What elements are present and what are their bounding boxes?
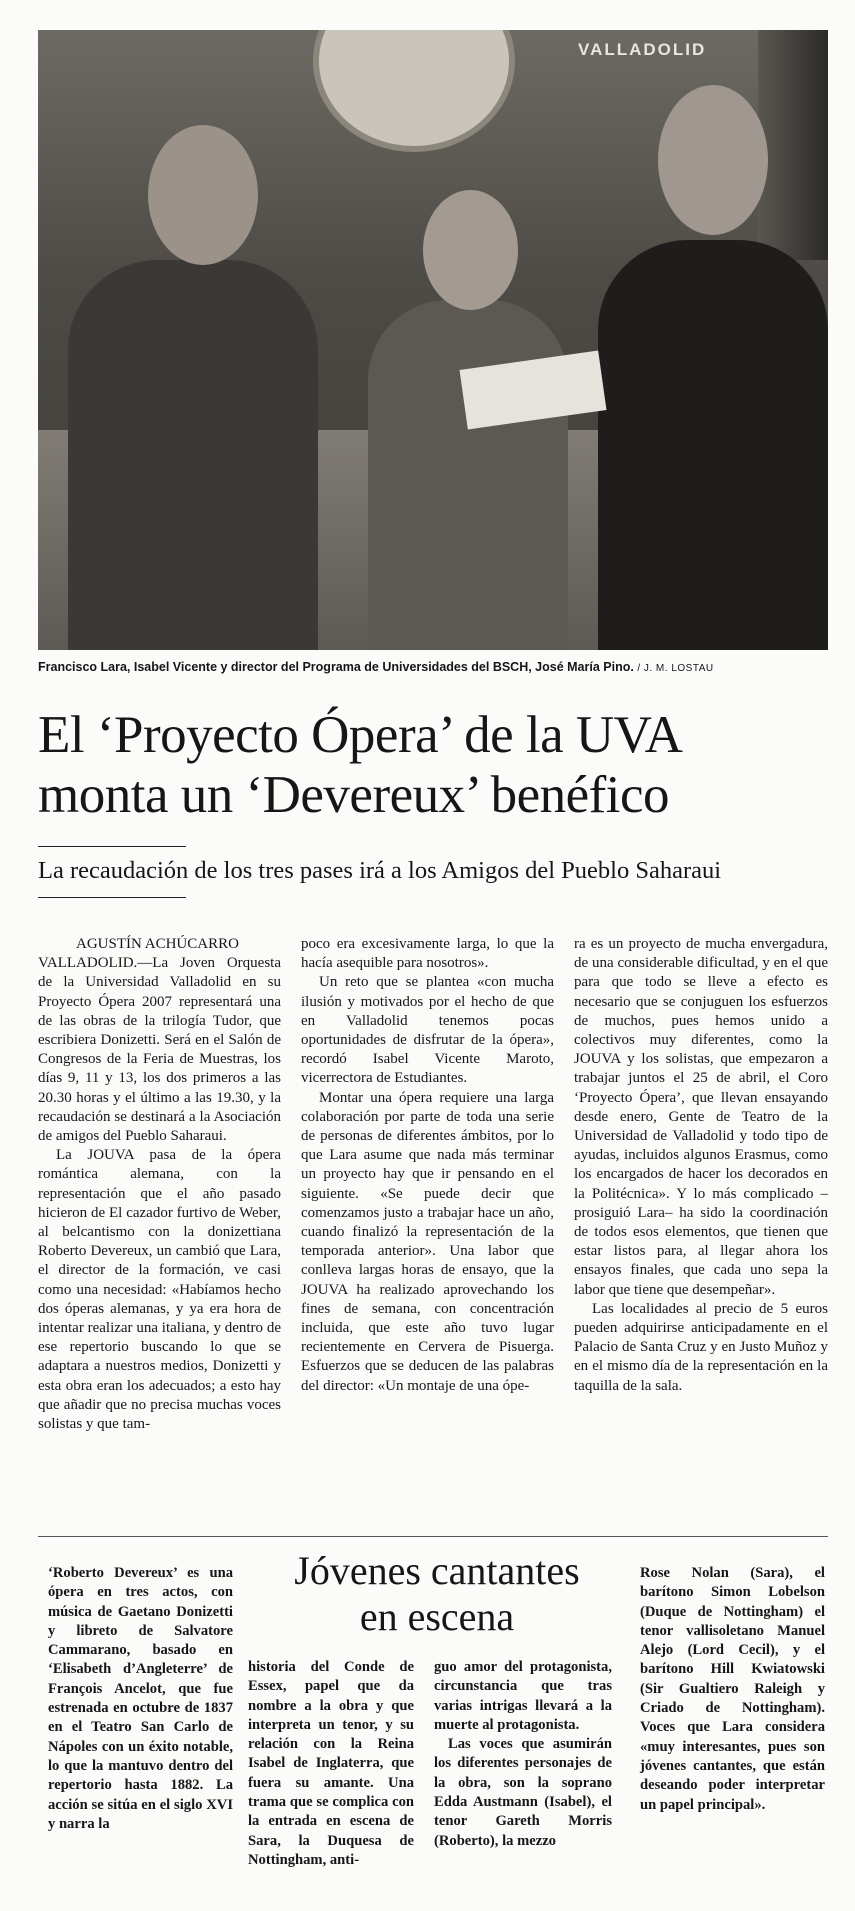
university-seal bbox=[313, 30, 515, 152]
sidebar-column-1 bbox=[48, 1564, 233, 1834]
photo-caption bbox=[38, 660, 838, 674]
divider bbox=[38, 897, 186, 898]
person-center-head bbox=[423, 190, 518, 310]
sidebar-column-2 bbox=[248, 1658, 414, 1870]
paragraph: Las voces que asumirán los diferentes personajes de la obra, son la soprano Edda Austmann (Isabel), el tenor Gareth Morris (Roberto), la mezzo bbox=[434, 1736, 612, 1849]
headline-line-1: El ‘Proyecto Ópera’ de la UVA bbox=[38, 706, 683, 764]
article-column-3 bbox=[574, 935, 828, 1396]
paragraph: Un reto que se plantea «con mucha ilusión y motivados por el hecho de que en Valladolid tenemos pocas oportunidades de disfrutar de la ópera», recordó Isabel Vicente Maroto, vicerrectora de Estudiantes. bbox=[301, 974, 554, 1087]
paragraph: poco era excesivamente larga, lo que la hacía asequible para nosotros». bbox=[301, 936, 554, 972]
article-column-1 bbox=[38, 935, 281, 1434]
paragraph: Las localidades al precio de 5 euros pueden adquirirse anticipadamente en el Palacio de Santa Cruz y en Justo Muñoz y en el mismo día de la representación en la taquilla de la sala. bbox=[574, 1300, 828, 1394]
sidebar-title-line-1: Jóvenes cantantes bbox=[294, 1548, 580, 1593]
photo-credit: / J. M. LOSTAU bbox=[637, 663, 714, 674]
sidebar-title-line-2: en escena bbox=[359, 1594, 515, 1639]
headline bbox=[38, 705, 838, 825]
byline: AGUSTÍN ACHÚCARRO bbox=[76, 936, 239, 952]
person-left bbox=[68, 260, 318, 650]
sidebar-column-3 bbox=[434, 1658, 612, 1851]
person-right bbox=[598, 240, 828, 650]
headline-line-2: monta un ‘Devereux’ benéfico bbox=[38, 766, 670, 824]
paragraph: historia del Conde de Essex, papel que da nombre a la obra y que interpreta un tenor, y su relación con la Reina Isabel de Inglaterra, que fuera su amante. Una trama que se complica con la entrada en escena de Sara, la Duquesa de Nottingham, anti- bbox=[248, 1659, 414, 1868]
caption-text: Francisco Lara, Isabel Vicente y director del Programa de Universidades del BSCH, José María Pino. bbox=[38, 660, 634, 674]
flag bbox=[758, 30, 828, 260]
news-photo bbox=[38, 30, 828, 650]
paragraph: ra es un proyecto de mucha envergadura, de una considerable dificultad, y en el que para que todo se lleve a efecto es necesario que se conjuguen los esfuerzos de muchos, pues hemos unido a colectivos muy diferentes, como la JOUVA y los solistas, que empezaron a trabajar juntos el 25 de abril, el Coro ‘Proyecto Ópera’, que llevan ensayando desde enero, Gente de Teatro de la Universidad de Valladolid y todo tipo de ayudas, incluidos algunos Erasmus, como los encargados de hacer los decorados en la Politécnica». Y lo más complicado –prosiguió Lara– ha sido la coordinación de todos esos elementos, que tienen que estar listos para, al llegar ahora los ensayos finales, que cada uno sepa la labor que tiene que desempeñar». bbox=[574, 936, 828, 1298]
sidebar-column-4 bbox=[640, 1564, 825, 1815]
wall-sign: VALLADOLID bbox=[578, 40, 707, 59]
divider bbox=[38, 846, 186, 847]
person-center bbox=[368, 300, 568, 650]
paragraph: Montar una ópera requiere una larga colaboración por parte de toda una serie de personas de diferentes ámbitos, por lo que Lara asume que nada más terminar un proyecto hay que ir pensando en el siguiente. «Se puede decir que comenzamos justo a trabajar hace un año, cuando finalizó la representación de la temporada anterior». Una labor que conlleva largas horas de ensayo, que la JOUVA ha realizado aprovechando los fines de semana, con concentración incluida, que este año tuvo lugar recientemente en Cervera de Pisuerga. Esfuerzos que se deducen de las palabras del director: «Un montaje de una ópe- bbox=[301, 1089, 554, 1394]
article-column-2 bbox=[301, 935, 554, 1396]
person-left-head bbox=[148, 125, 258, 265]
paragraph: VALLADOLID.—La Joven Orquesta de la Universidad Valladolid en su Proyecto Ópera 2007 representará una de las obras de la trilogía Tudor, que escribiera Donizetti. Será en el Salón de Congresos de la Feria de Muestras, los días 9, 11 y 13, los dos primeros a las 20.30 horas y el último a las 19.30, y la recaudación se destinará a la Asociación de amigos del Pueblo Saharaui. bbox=[38, 955, 281, 1145]
paragraph: ‘Roberto Devereux’ es una ópera en tres actos, con música de Gaetano Donizetti y libreto de Salvatore Cammarano, basado en ‘Elisabeth d’Angleterre’ de François Ancelot, que fue estrenada en octubre de 1837 en el Teatro San Carlo de Nápoles con un éxito notable, lo que la mantuvo dentro del repertorio hasta 1882. La acción se sitúa en el siglo XVI y narra la bbox=[48, 1565, 233, 1832]
sidebar-title bbox=[252, 1548, 622, 1640]
section-divider bbox=[38, 1536, 828, 1537]
paragraph: La JOUVA pasa de la ópera romántica alemana, con la representación que el año pasado hicieron de El cazador furtivo de Weber, al belcantismo con la donizettiana Roberto Devereux, un cambió que Lara, el director de la formación, ve casi como una necesidad: «Habíamos hecho dos óperas alemanas, y ya era hora de intentar realizar una italiana, y dentro de ese repertorio buscando lo que se adaptara a nuestros medios, Donizetti y esta obra eran los adecuados; a esto hay que añadir que no precisa muchas voces solistas y que tam- bbox=[38, 1147, 281, 1433]
person-right-head bbox=[658, 85, 768, 235]
paragraph: Rose Nolan (Sara), el barítono Simon Lobelson (Duque de Nottingham) el tenor vallisoletano Manuel Alejo (Lord Cecil), y el barítono Hill Kwiatowski (Sir Gualtiero Raleigh y Criado de Nottingham). Voces que Lara considera «muy interesantes, pues son jóvenes cantantes, que están deseando poder interpretar un papel principal». bbox=[640, 1565, 825, 1813]
paragraph: guo amor del protagonista, circunstancia que tras varias intrigas llevará a la muerte al protagonista. bbox=[434, 1659, 612, 1733]
subheadline: La recaudación de los tres pases irá a los Amigos del Pueblo Saharaui bbox=[38, 857, 722, 884]
